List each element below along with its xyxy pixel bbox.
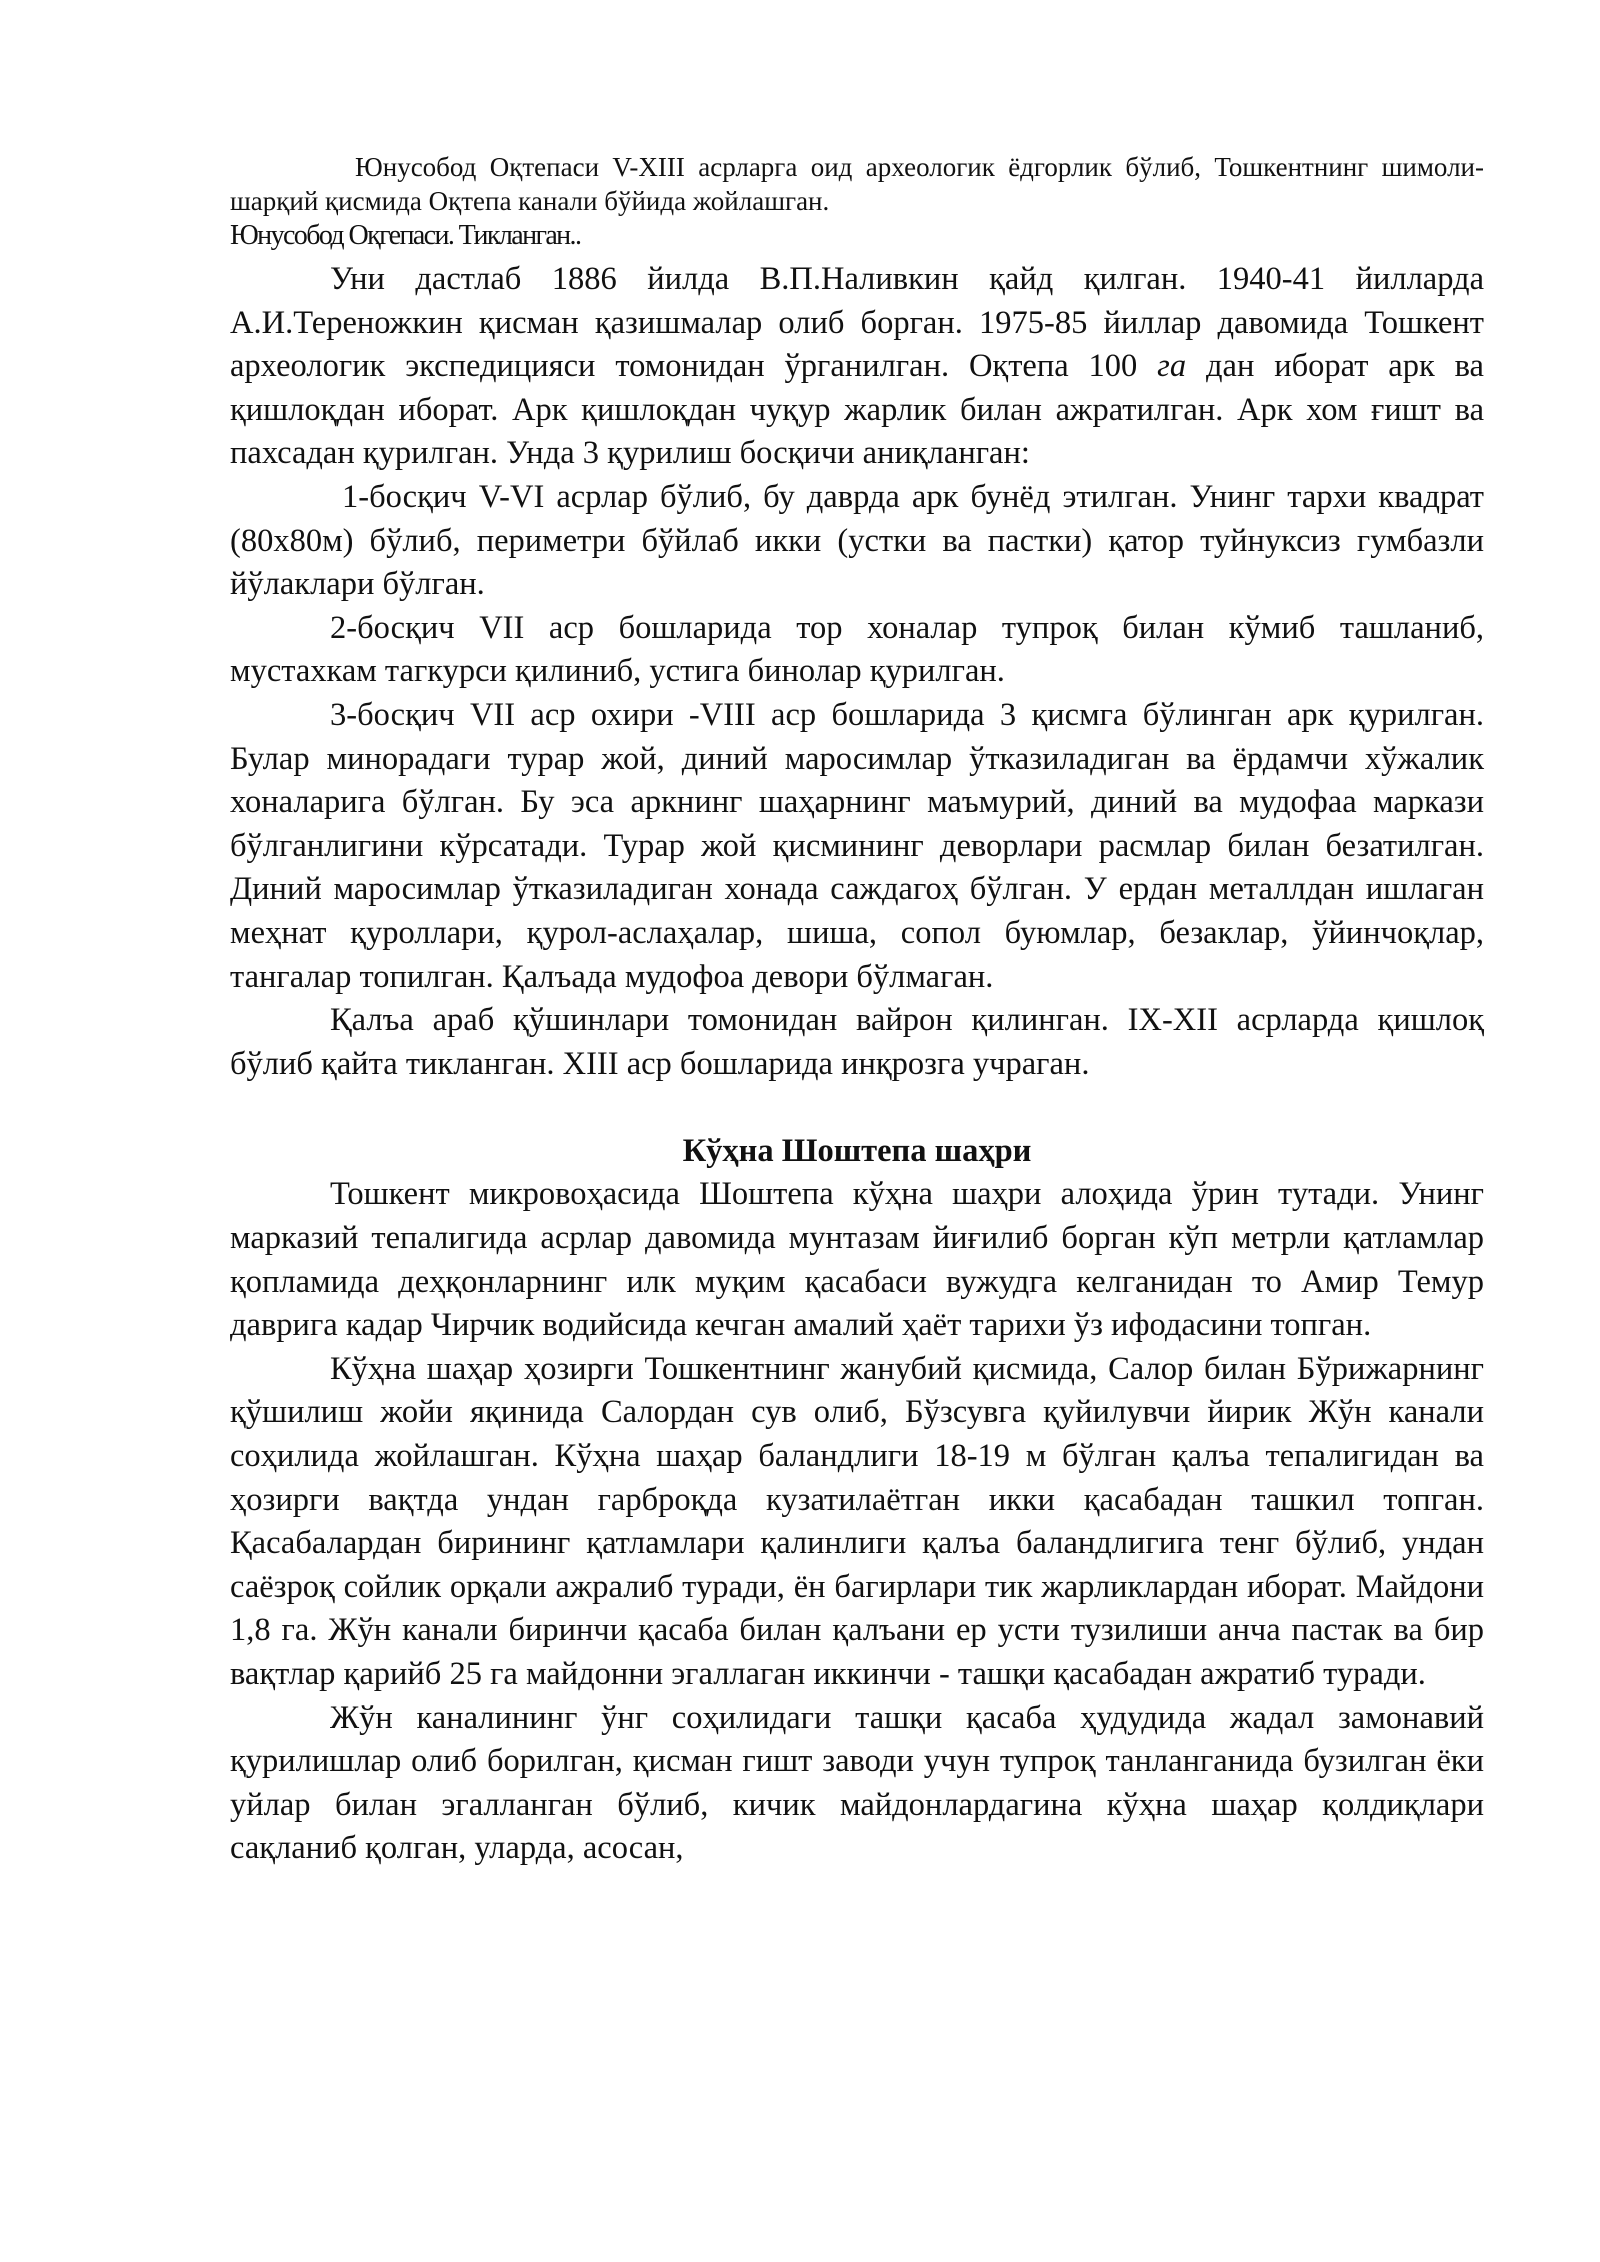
section1-p1-text-a: Уни дастлаб 1886 йилда В.П.Наливкин қайд қилган. 1940-41 йилларда А.И.Тереножкин қисман қазишмалар олиб борган. 1975-85 йиллар давомида Тошкент археологик экспедицияси томонидан ўрганилган. Оқтепа 100 (230, 261, 1484, 385)
image-caption: Юнусобод Оқгепаси. Тикланган.. (230, 220, 581, 251)
area-unit: га (1157, 348, 1187, 385)
section1-paragraph-5: Қалъа араб қўшинлари томонидан вайрон қилинган. IX-XII асрларда қишлоқ бўлиб қайта тикланган. XIII аср бошларида инқрозга учраган. (230, 1002, 1484, 1082)
section1-p1-text-b: дан иборат арк ва қишлоқдан иборат. Арк қишлоқдан чуқур жарлик билан ажратилган. Арк хом ғишт ва пахсадан қурилган. Унда 3 қурилиш босқичи аниқланган: (230, 348, 1484, 472)
section1-paragraph-3: 2-босқич VII аср бошларида тор хоналар тупроқ билан кўмиб ташланиб, мустахкам тагкурси қилиниб, устига бинолар қурилган. (230, 609, 1484, 690)
intro-paragraph: Юнусобод Оқтепаси V-XIII асрларга оид археологик ёдгорлик бўлиб, Тошкентнинг шимоли- шарқий қисмида Оқтепа канали бўйида жойлашган. (230, 152, 1484, 216)
section1-paragraph-2: 1-босқич V-VI асрлар бўлиб, бу даврда арк бунёд этилган. Унинг тархи квадрат (80х80м) бўлиб, периметри бўйлаб икки (устки ва пастки) қатор туйнуксиз гумбазли йўлаклари бўлган. (230, 478, 1484, 603)
section2-paragraph-3: Жўн каналининг ўнг соҳилидаги ташқи қасаба ҳудудида жадал замонавий қурилишлар олиб борилган, қисман гишт заводи учун тупроқ танланганида бузилган ёки уйлар билан эгалланган бўлиб, кичик майдонлардагина кўҳна шаҳар қолдиқлари сақланиб қолган, уларда, асосан, (230, 1699, 1484, 1867)
section1-paragraph-4: 3-босқич VII аср охири -VIII аср бошларида 3 қисмга бўлинган арк қурилган. Булар минорадаги турар жой, диний маросимлар ўтказиладиган ва ёрдамчи хўжалик хоналарига бўлган. Бу эса аркнинг шаҳарнинг маъмурий, диний ва мудофаа маркази бўлганлигини кўрсатади. Турар жой қисмининг деворлари расмлар билан безатилган. Диний маросимлар ўтказиладиган хонада саждагоҳ бўлган. У ердан металлдан ишлаган меҳнат қуроллари, қурол-аслаҳалар, шиша, сопол буюмлар, безаклар, ўйинчоқлар, тангалар топилган. Қалъада мудофоа девори бўлмаган. (230, 696, 1484, 995)
document-page (230, 150, 1484, 1871)
section2-paragraph-2: Кўҳна шаҳар ҳозирги Тошкентнинг жанубий қисмида, Салор билан Бўрижарнинг қўшилиш жойи яқинида Салордан сув олиб, Бўзсувга қуйилувчи йирик Жўн канали соҳилида жойлашган. Кўҳна шаҳар баландлиги 18-19 м бўлган қалъа тепалигидан ва ҳозирги вақтда ундан гарброқда кузатилаётган икки қасабадан ташкил топган. Қасабалардан бирининг қатламлари қалинлиги қалъа баландлигига тенг бўлиб, ундан саёзроқ сойлик орқали ажралиб туради, ён багирлари тик жарликлардан иборат. Майдони 1,8 га. Жўн канали биринчи қасаба билан қалъани ер усти тузилиши анча пастак ва бир вақтлар қарийб 25 га майдонни эгаллаган иккинчи - ташқи қасабадан ажратиб туради. (230, 1350, 1484, 1692)
section-heading: Кўҳна Шоштепа шаҳри (682, 1132, 1032, 1169)
section1-paragraph-1 (230, 258, 1484, 476)
section2-paragraph-1: Тошкент микровоҳасида Шоштепа кўҳна шаҳри алоҳида ўрин тутади. Унинг марказий тепалигида асрлар давомида мунтазам йиғилиб борган кўп метрли қатламлар қопламида деҳқонларнинг илк муқим қасабаси вужудга келганидан то Амир Темур даврига кадар Чирчик водийсида кечган амалий ҳаёт тарихи ўз ифодасини топган. (230, 1176, 1484, 1344)
